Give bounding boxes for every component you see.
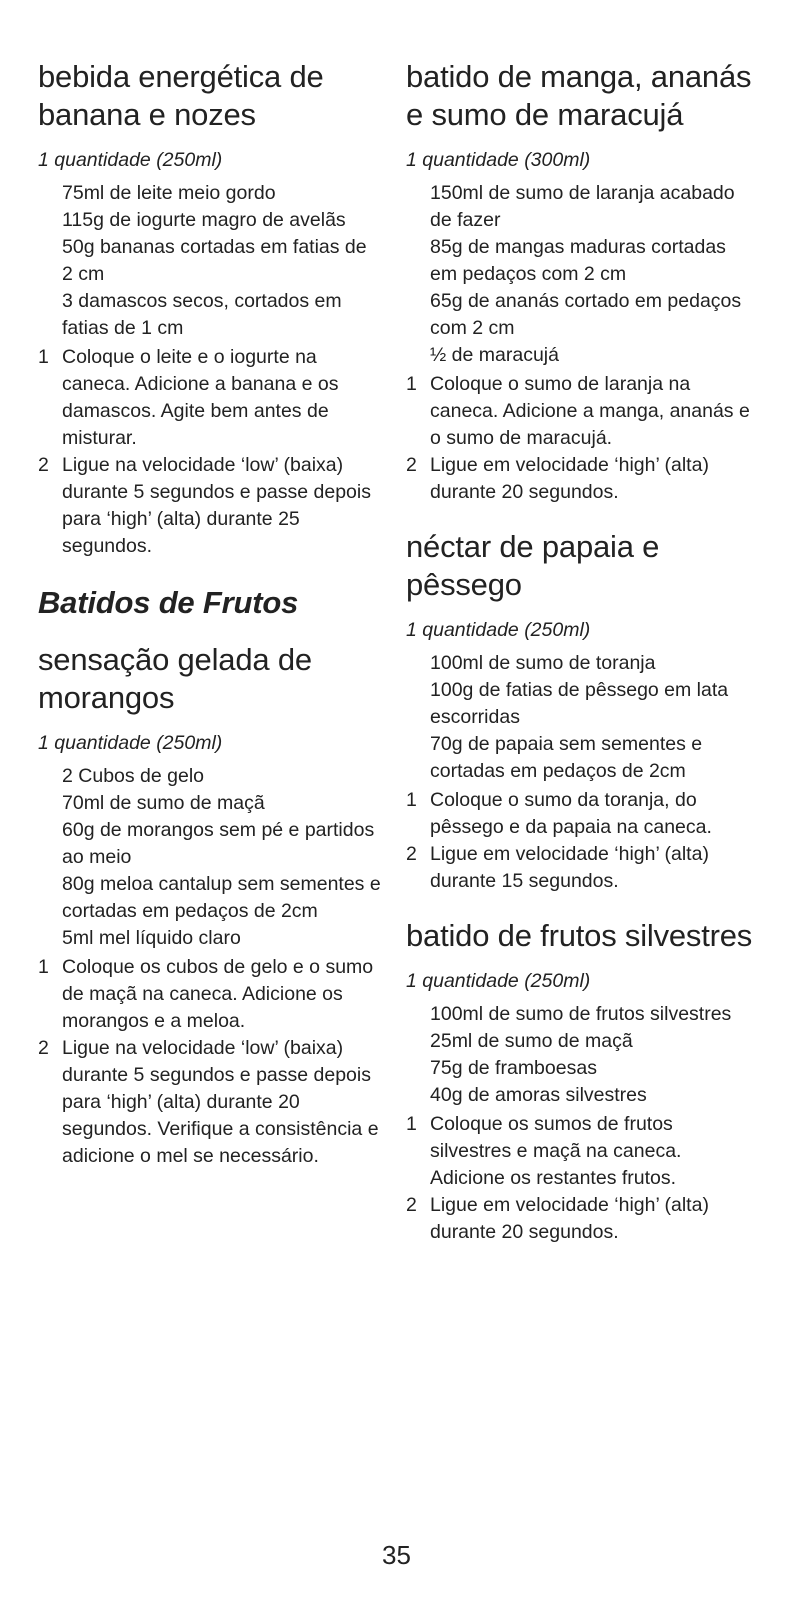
ingredient-item: 70ml de sumo de maçã bbox=[62, 792, 265, 814]
ingredient-item: ½ de maracujá bbox=[430, 344, 559, 366]
ingredient-item: 75ml de leite meio gordo bbox=[62, 182, 276, 204]
step-number: 2 bbox=[38, 1037, 49, 1059]
ingredients-list bbox=[406, 650, 753, 785]
step-number: 1 bbox=[406, 789, 417, 811]
step-text: Coloque os cubos de gelo e o sumo de maçã na caneca. Adicione os morangos e a meloa. bbox=[62, 956, 374, 1032]
yield-line: 1 quantidade (300ml) bbox=[406, 149, 591, 171]
ingredient-item: 3 damascos secos, cortados em fatias de 1 cm bbox=[62, 290, 342, 339]
step-item bbox=[406, 452, 753, 506]
step-number: 1 bbox=[406, 373, 417, 395]
ingredients-list bbox=[38, 763, 382, 952]
step-number: 1 bbox=[406, 1113, 417, 1135]
ingredient-item: 100g de fatias de pêssego em lata escorridas bbox=[430, 679, 729, 728]
column-left bbox=[38, 58, 382, 1170]
step-text: Coloque o sumo de laranja na caneca. Adicione a manga, ananás e o sumo de maracujá. bbox=[430, 373, 750, 449]
ingredient-item: 25ml de sumo de maçã bbox=[430, 1030, 633, 1052]
ingredient-item: 60g de morangos sem pé e partidos ao meio bbox=[62, 819, 375, 868]
ingredient-item: 40g de amoras silvestres bbox=[430, 1084, 647, 1106]
ingredient-item: 65g de ananás cortado em pedaços com 2 cm bbox=[430, 290, 742, 339]
steps-list bbox=[406, 787, 753, 895]
yield-line: 1 quantidade (250ml) bbox=[406, 970, 591, 992]
ingredient-item: 100ml de sumo de toranja bbox=[430, 652, 656, 674]
step-text: Ligue na velocidade ‘low’ (baixa) durante 5 segundos e passe depois para ‘high’ (alta) durante 25 segundos. bbox=[62, 454, 371, 557]
ingredients-list bbox=[406, 1001, 753, 1109]
step-item bbox=[406, 841, 753, 895]
recipe-manga-ananas-maracuja bbox=[406, 58, 753, 506]
step-item bbox=[406, 1111, 753, 1192]
ingredient-item: 150ml de sumo de laranja acabado de fazer bbox=[430, 182, 735, 231]
step-number: 2 bbox=[406, 454, 417, 476]
step-text: Ligue em velocidade ‘high’ (alta) durante 20 segundos. bbox=[430, 1194, 709, 1243]
recipe-sensacao-gelada bbox=[38, 641, 382, 1170]
step-item bbox=[38, 452, 382, 560]
recipe-frutos-silvestres bbox=[406, 917, 753, 1246]
step-text: Ligue em velocidade ‘high’ (alta) durante 20 segundos. bbox=[430, 454, 709, 503]
step-text: Ligue em velocidade ‘high’ (alta) durante 15 segundos. bbox=[430, 843, 709, 892]
step-text: Coloque o sumo da toranja, do pêssego e da papaia na caneca. bbox=[430, 789, 712, 838]
ingredient-item: 100ml de sumo de frutos silvestres bbox=[430, 1003, 732, 1025]
step-number: 2 bbox=[406, 843, 417, 865]
steps-list bbox=[406, 371, 753, 506]
step-text: Coloque o leite e o iogurte na caneca. Adicione a banana e os damascos. Agite bem antes de misturar. bbox=[62, 346, 339, 449]
step-item bbox=[38, 954, 382, 1035]
step-number: 2 bbox=[38, 454, 49, 476]
column-right bbox=[406, 58, 753, 1246]
step-item bbox=[38, 1035, 382, 1170]
recipe-title: batido de manga, ananás e sumo de maracujá bbox=[406, 59, 752, 132]
recipe-banana-nozes bbox=[38, 58, 382, 560]
yield-line: 1 quantidade (250ml) bbox=[38, 149, 223, 171]
recipe-title: néctar de papaia e pêssego bbox=[406, 529, 660, 602]
recipe-title: sensação gelada de morangos bbox=[38, 642, 312, 715]
ingredients-list bbox=[406, 180, 753, 369]
step-item bbox=[38, 344, 382, 452]
ingredient-item: 75g de framboesas bbox=[430, 1057, 597, 1079]
recipe-papaia-pessego bbox=[406, 528, 753, 895]
ingredient-item: 50g bananas cortadas em fatias de 2 cm bbox=[62, 236, 367, 285]
ingredient-item: 85g de mangas maduras cortadas em pedaços com 2 cm bbox=[430, 236, 726, 285]
step-number: 1 bbox=[38, 956, 49, 978]
recipe-title: batido de frutos silvestres bbox=[406, 918, 753, 953]
yield-line: 1 quantidade (250ml) bbox=[406, 619, 591, 641]
step-item bbox=[406, 371, 753, 452]
step-text: Coloque os sumos de frutos silvestres e maçã na caneca. Adicione os restantes frutos. bbox=[430, 1113, 682, 1189]
steps-list bbox=[38, 344, 382, 560]
step-item bbox=[406, 787, 753, 841]
page-number: 35 bbox=[382, 1540, 411, 1570]
step-number: 2 bbox=[406, 1194, 417, 1216]
yield-line: 1 quantidade (250ml) bbox=[38, 732, 223, 754]
section-heading: Batidos de Frutos bbox=[38, 585, 299, 620]
ingredient-item: 5ml mel líquido claro bbox=[62, 927, 241, 949]
ingredients-list bbox=[38, 180, 382, 342]
step-number: 1 bbox=[38, 346, 49, 368]
ingredient-item: 115g de iogurte magro de avelãs bbox=[62, 209, 346, 231]
steps-list bbox=[406, 1111, 753, 1246]
ingredient-item: 80g meloa cantalup sem sementes e cortadas em pedaços de 2cm bbox=[62, 873, 381, 922]
steps-list bbox=[38, 954, 382, 1170]
recipe-title: bebida energética de banana e nozes bbox=[38, 59, 324, 132]
ingredient-item: 70g de papaia sem sementes e cortadas em pedaços de 2cm bbox=[430, 733, 703, 782]
step-text: Ligue na velocidade ‘low’ (baixa) durante 5 segundos e passe depois para ‘high’ (alta) durante 20 segundos. Verifique a consistência e adicione o mel se necessário. bbox=[62, 1037, 379, 1167]
step-item bbox=[406, 1192, 753, 1246]
ingredient-item: 2 Cubos de gelo bbox=[62, 765, 205, 787]
